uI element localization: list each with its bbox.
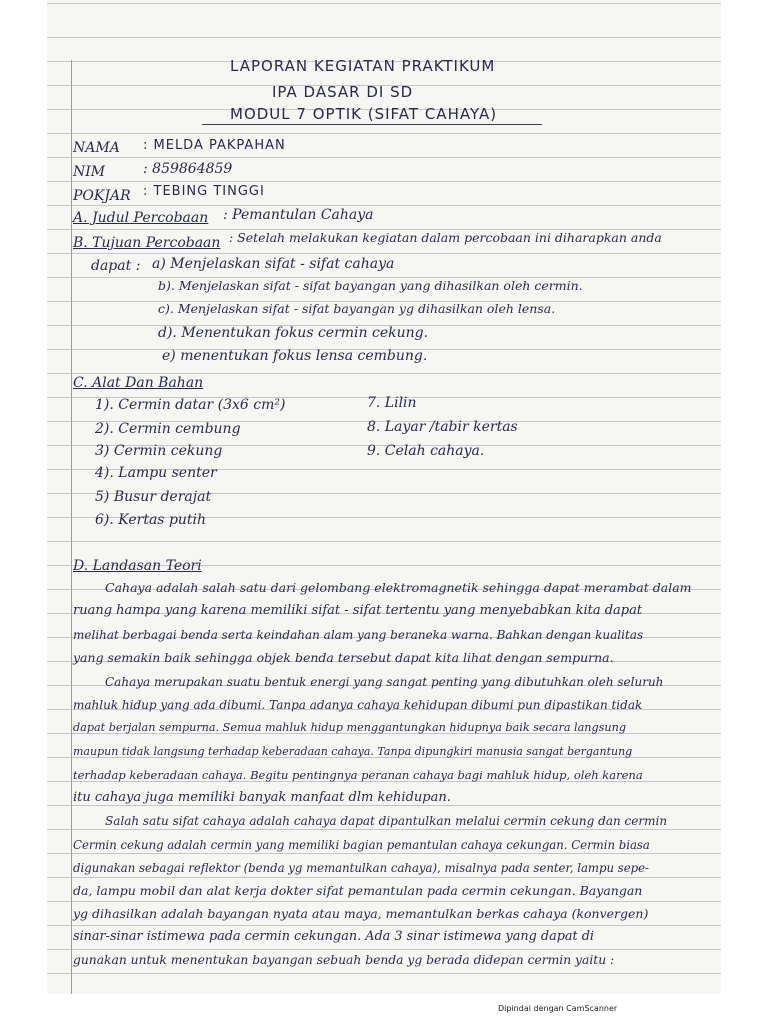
- theory-line: da, lampu mobil dan alat kerja dokter sifat pemantulan pada cermin cekungan. Bayangan: [73, 883, 643, 898]
- theory-line: dapat berjalan sempurna. Semua mahluk hidup menggantungkan hidupnya baik secara langsung: [73, 721, 626, 734]
- header-underline: [202, 124, 542, 125]
- section-b-lead: dapat :: [91, 258, 141, 274]
- theory-line: melihat berbagai benda serta keindahan alam yang beraneka warna. Bahkan dengan kualitas: [73, 628, 644, 642]
- material-item: 6). Kertas putih: [95, 512, 207, 528]
- section-b-intro: : Setelah melakukan kegiatan dalam percobaan ini diharapkan anda: [229, 230, 662, 245]
- theory-line: gunakan untuk menentukan bayangan sebuah benda yg berada didepan cermin yaitu :: [73, 953, 615, 967]
- theory-line: Salah satu sifat cahaya adalah cahaya dapat dipantulkan melalui cermin cekung dan cermin: [105, 814, 668, 828]
- material-item: 4). Lampu senter: [95, 465, 217, 481]
- material-item: 1). Cermin datar (3x6 cm²): [95, 397, 286, 413]
- objective-item: e) menentukan fokus lensa cembung.: [162, 348, 428, 364]
- objective-item: a) Menjelaskan sifat - sifat cahaya: [152, 256, 395, 272]
- section-c-heading: C. Alat Dan Bahan: [73, 375, 204, 391]
- theory-line: Cermin cekung adalah cermin yang memiliki bagian pemantulan cahaya cekungan. Cermin biasa: [73, 838, 650, 852]
- report-subtitle: IPA DASAR DI SD: [272, 83, 414, 101]
- theory-line: digunakan sebagai reflektor (benda yg memantulkan cahaya), misalnya pada senter, lampu sepe-: [73, 861, 649, 875]
- material-item: 7. Lilin: [367, 395, 417, 411]
- theory-line: maupun tidak langsung terhadap keberadaan cahaya. Tanpa dipungkiri manusia sangat bergantung: [73, 745, 633, 758]
- material-item: 8. Layar /tabir kertas: [367, 419, 518, 435]
- section-b-heading: B. Tujuan Percobaan: [73, 235, 221, 251]
- pokjar-label: POKJAR: [73, 188, 131, 204]
- margin-line: [71, 60, 72, 994]
- material-item: 5) Busur derajat: [95, 489, 212, 505]
- material-item: 3) Cermin cekung: [95, 443, 223, 459]
- section-a-value: : Pemantulan Cahaya: [223, 207, 374, 223]
- section-d-heading: D. Landasan Teori: [73, 558, 202, 574]
- name-value: : MELDA PAKPAHAN: [143, 138, 286, 153]
- scan-caption: Dipindai dengan CamScanner: [498, 1004, 618, 1013]
- section-a-heading: A. Judul Percobaan: [73, 210, 209, 226]
- pokjar-value: : TEBING TINGGI: [143, 184, 265, 199]
- material-item: 2). Cermin cembung: [95, 421, 241, 437]
- report-title: LAPORAN KEGIATAN PRAKTIKUM: [230, 57, 496, 75]
- objective-item: c). Menjelaskan sifat - sifat bayangan yg dihasilkan oleh lensa.: [158, 301, 556, 316]
- theory-line: itu cahaya juga memiliki banyak manfaat dlm kehidupan.: [73, 790, 451, 805]
- nim-label: NIM: [73, 164, 106, 180]
- objective-item: b). Menjelaskan sifat - sifat bayangan yang dihasilkan oleh cermin.: [158, 278, 583, 293]
- theory-line: yang semakin baik sehingga objek benda tersebut dapat kita lihat dengan sempurna.: [73, 650, 614, 665]
- theory-line: ruang hampa yang karena memiliki sifat - sifat tertentu yang menyebabkan kita dapat: [73, 603, 643, 618]
- theory-line: sinar-sinar istimewa pada cermin cekungan. Ada 3 sinar istimewa yang dapat di: [73, 929, 595, 944]
- material-item: 9. Celah cahaya.: [367, 443, 485, 459]
- nim-value: : 859864859: [143, 161, 233, 177]
- report-module: MODUL 7 OPTIK (SIFAT CAHAYA): [230, 105, 498, 123]
- theory-line: terhadap keberadaan cahaya. Begitu pentingnya peranan cahaya bagi mahluk hidup, oleh karena: [73, 768, 643, 782]
- theory-line: Cahaya merupakan suatu bentuk energi yang sangat penting yang dibutuhkan oleh seluruh: [105, 675, 664, 689]
- notebook-page: [47, 0, 721, 994]
- name-label: NAMA: [73, 140, 120, 156]
- theory-line: yg dihasilkan adalah bayangan nyata atau maya, memantulkan berkas cahaya (konvergen): [73, 906, 649, 921]
- theory-line: Cahaya adalah salah satu dari gelombang elektromagnetik sehingga dapat merambat dalam: [105, 580, 692, 595]
- theory-line: mahluk hidup yang ada dibumi. Tanpa adanya cahaya kehidupan dibumi pun dipastikan tidak: [73, 698, 643, 712]
- objective-item: d). Menentukan fokus cermin cekung.: [158, 325, 429, 341]
